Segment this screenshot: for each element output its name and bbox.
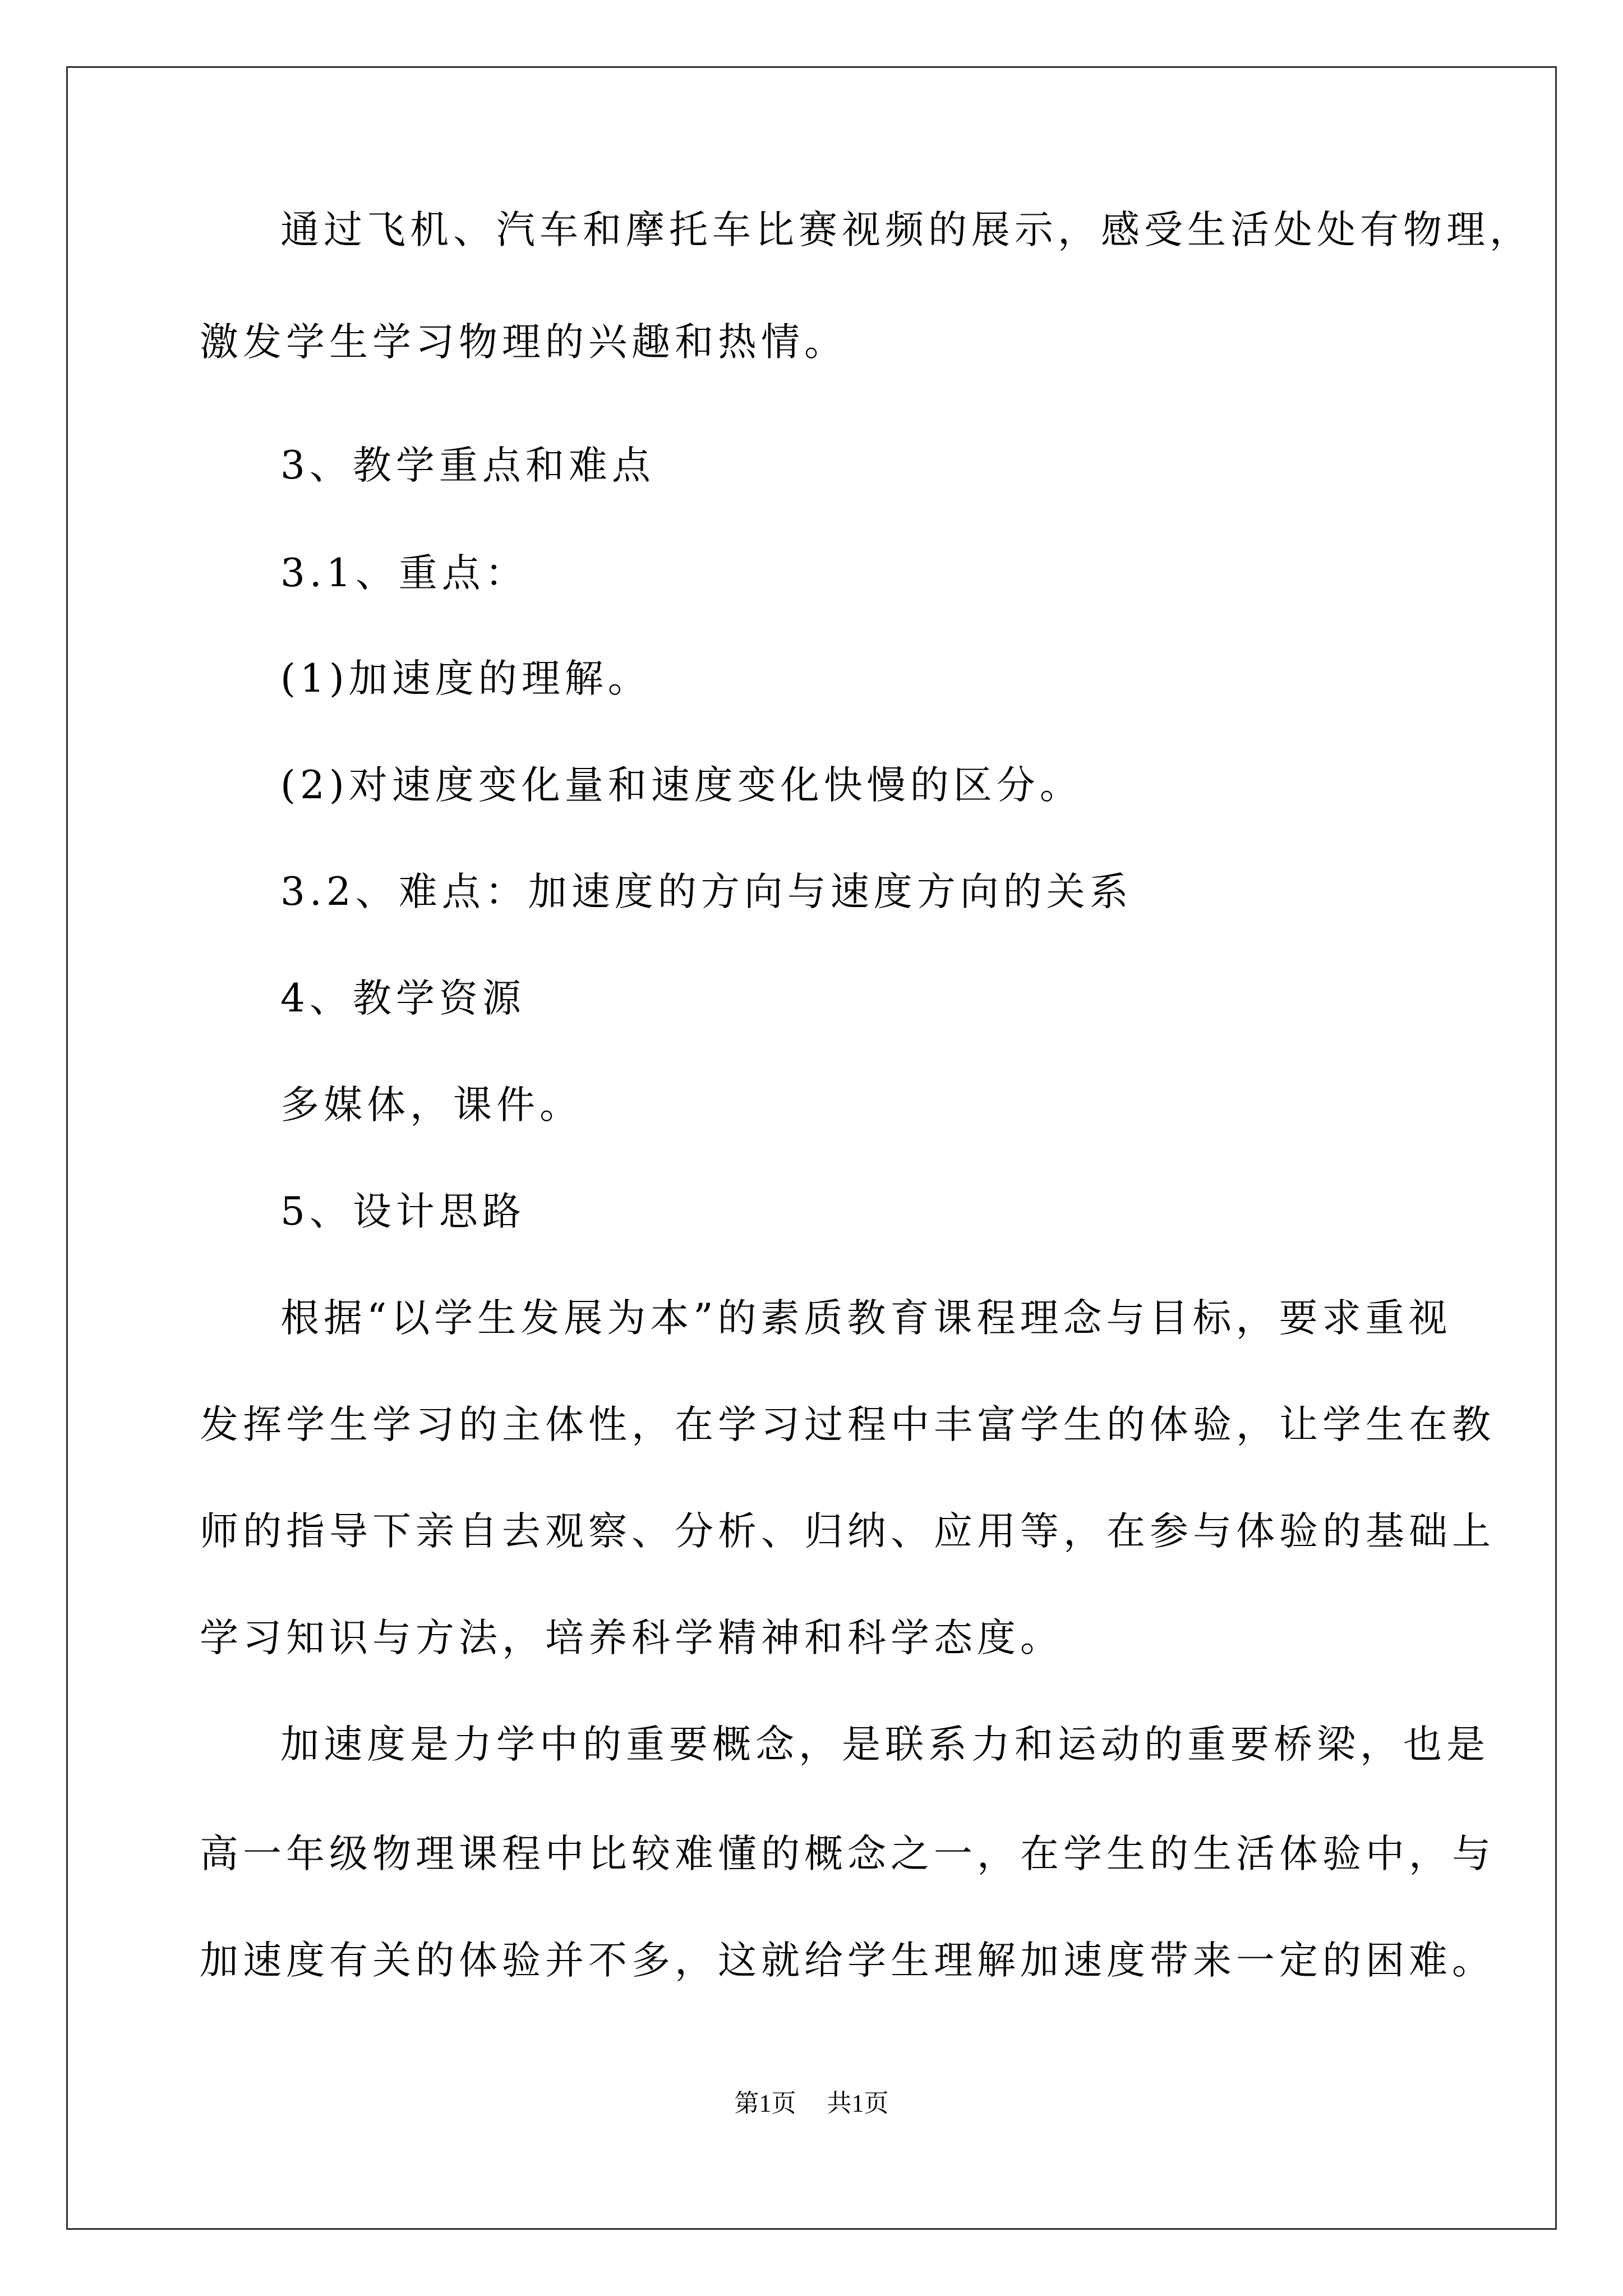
- section-heading: 3、教学重点和难点: [280, 443, 655, 488]
- section-heading: 5、设计思路: [280, 1189, 525, 1234]
- page-number-total: 共1页: [827, 2090, 889, 2117]
- paragraph-line: 通过飞机、汽车和摩托车比赛视频的展示，感受生活处处有物理，: [280, 208, 1533, 252]
- page-border: [66, 66, 1557, 2230]
- page-number-current: 第1页: [734, 2090, 796, 2117]
- list-item: (2)对速度变化量和速度变化快慢的区分。: [280, 763, 1083, 808]
- paragraph-line: 根据“以学生发展为本”的素质教育课程理念与目标，要求重视: [280, 1296, 1452, 1341]
- paragraph-line: 加速度是力学中的重要概念，是联系力和运动的重要桥梁，也是: [280, 1722, 1490, 1767]
- paragraph-line: 高一年级物理课程中比较难懂的概念之一，在学生的生活体验中，与: [200, 1832, 1495, 1876]
- section-heading: 4、教学资源: [280, 976, 525, 1021]
- paragraph-line: 多媒体，课件。: [280, 1083, 583, 1128]
- subsection-heading: 3.1、重点：: [280, 551, 528, 596]
- paragraph-line: 加速度有关的体验并不多，这就给学生理解加速度带来一定的困难。: [200, 1938, 1495, 1983]
- list-item: (1)加速度的理解。: [280, 656, 651, 701]
- paragraph-line: 发挥学生学习的主体性，在学习过程中丰富学生的体验，让学生在教: [200, 1402, 1495, 1447]
- page-footer: [0, 2087, 1623, 2120]
- subsection-heading: 3.2、难点：加速度的方向与速度方向的关系: [280, 869, 1133, 914]
- paragraph-line: 激发学生学习物理的兴趣和热情。: [200, 320, 847, 365]
- paragraph-line: 学习知识与方法，培养科学精神和科学态度。: [200, 1616, 1063, 1660]
- paragraph-line: 师的指导下亲自去观察、分析、归纳、应用等，在参与体验的基础上: [200, 1509, 1495, 1554]
